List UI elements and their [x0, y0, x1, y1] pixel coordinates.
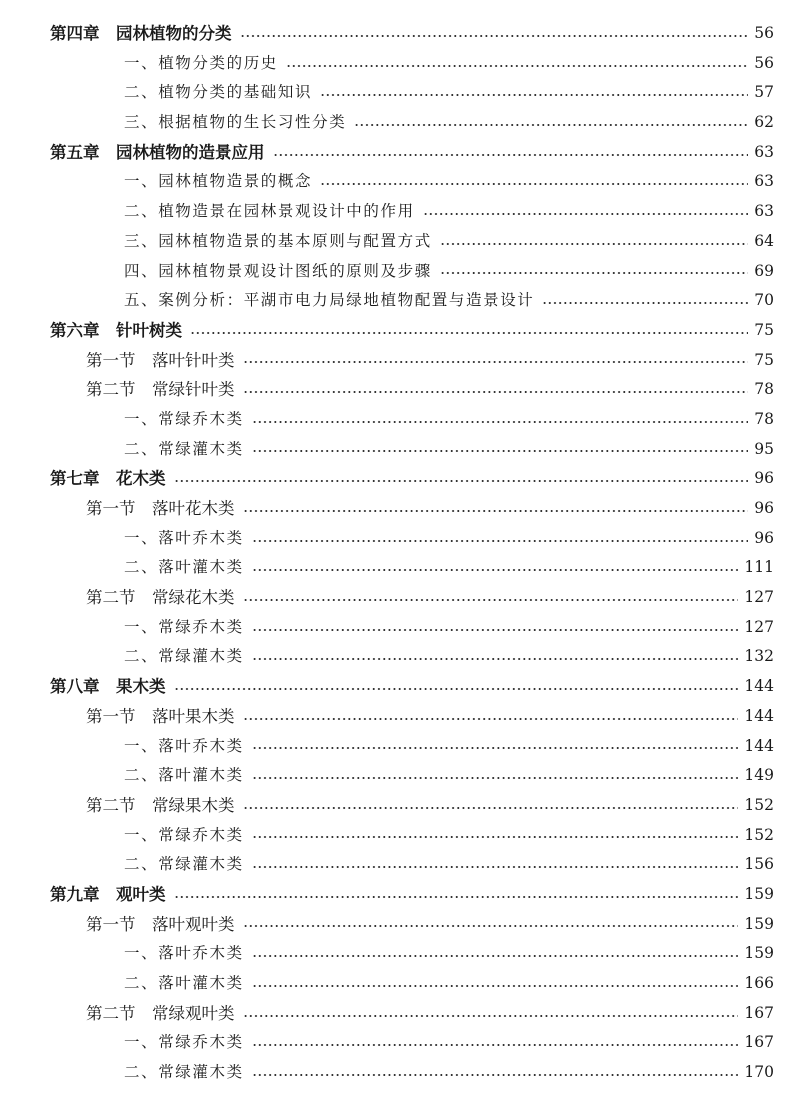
toc-item-row[interactable] [0, 1028, 810, 1058]
toc-entry-title: 第六章 针叶树类 [50, 320, 182, 340]
dot-leader [320, 94, 748, 96]
dot-leader [440, 243, 748, 245]
toc-chapter-row[interactable] [0, 19, 810, 49]
toc-item-row[interactable] [0, 732, 810, 762]
toc-entry-title: 一、植物分类的历史 [124, 53, 278, 72]
dot-leader [440, 272, 748, 274]
dot-leader [252, 1074, 739, 1076]
dot-leader [243, 807, 739, 809]
toc-entry-title: 第二节 常绿花木类 [86, 588, 235, 608]
toc-item-row[interactable] [0, 167, 810, 197]
toc-item-row[interactable] [0, 257, 810, 287]
toc-page-number: 56 [754, 53, 774, 72]
toc-page-number: 167 [744, 1033, 774, 1052]
toc-entry-title: 三、根据植物的生长习性分类 [124, 113, 347, 132]
toc-item-row[interactable] [0, 553, 810, 583]
toc-item-row[interactable] [0, 939, 810, 969]
toc-entry-title: 第七章 花木类 [50, 469, 166, 489]
toc-entry-title: 第二节 常绿针叶类 [86, 380, 235, 400]
toc-page-number: 159 [744, 884, 774, 903]
dot-leader [273, 154, 749, 156]
toc-section-row[interactable] [0, 791, 810, 821]
dot-leader [174, 896, 739, 898]
dot-leader [252, 836, 739, 838]
dot-leader [243, 1015, 739, 1017]
toc-entry-title: 第四章 园林植物的分类 [50, 24, 232, 43]
toc-entry-title: 第八章 果木类 [50, 677, 166, 697]
toc-page-number: 156 [744, 855, 774, 874]
toc-entry-title: 四、园林植物景观设计图纸的原则及步骤 [124, 261, 432, 280]
dot-leader [252, 569, 739, 571]
dot-leader [252, 629, 739, 631]
toc-entry-title: 一、落叶乔木类 [124, 528, 244, 547]
dot-leader [243, 510, 749, 512]
dot-leader [252, 540, 749, 542]
toc-entry-title: 第一节 落叶果木类 [86, 706, 235, 726]
dot-leader [190, 332, 748, 334]
dot-leader [252, 955, 739, 957]
toc-item-row[interactable] [0, 613, 810, 643]
toc-item-row[interactable] [0, 78, 810, 108]
toc-entry-title: 一、常绿乔木类 [124, 825, 244, 844]
toc-item-row[interactable] [0, 821, 810, 851]
dot-leader [354, 124, 748, 126]
dot-leader [252, 658, 739, 660]
toc-entry-title: 一、常绿乔木类 [124, 1033, 244, 1052]
dot-leader [252, 1044, 739, 1046]
toc-item-row[interactable] [0, 761, 810, 791]
toc-page-number: 96 [754, 528, 774, 547]
dot-leader [243, 361, 749, 363]
table-of-contents [0, 19, 810, 1088]
toc-page-number: 159 [744, 914, 774, 933]
toc-entry-title: 一、园林植物造景的概念 [124, 172, 313, 191]
toc-entry-title: 第二节 常绿果木类 [86, 795, 235, 815]
toc-page-number: 144 [744, 706, 774, 725]
dot-leader [243, 599, 739, 601]
dot-leader [252, 450, 749, 452]
toc-page-number: 166 [744, 974, 774, 992]
toc-page-number: 170 [744, 1063, 774, 1082]
toc-entry-title: 二、常绿灌木类 [124, 855, 244, 874]
toc-page-number: 63 [754, 172, 774, 191]
toc-page-number: 56 [754, 24, 774, 42]
toc-entry-title: 第一节 落叶花木类 [86, 499, 235, 518]
dot-leader [243, 391, 749, 393]
toc-page-number: 70 [754, 291, 774, 310]
dot-leader [286, 65, 748, 67]
toc-entry-title: 第二节 常绿观叶类 [86, 1003, 235, 1023]
dot-leader [243, 718, 739, 720]
toc-page-number: 69 [754, 261, 774, 280]
toc-entry-title: 二、常绿灌木类 [124, 647, 244, 666]
dot-leader [243, 925, 739, 927]
toc-item-row[interactable] [0, 405, 810, 435]
toc-chapter-row[interactable] [0, 464, 810, 494]
toc-entry-title: 第一节 落叶针叶类 [86, 350, 235, 370]
toc-section-row[interactable] [0, 583, 810, 613]
dot-leader [542, 302, 748, 304]
toc-item-row[interactable] [0, 435, 810, 465]
toc-item-row[interactable] [0, 49, 810, 79]
toc-entry-title: 一、落叶乔木类 [124, 736, 244, 755]
toc-page-number: 96 [754, 469, 774, 488]
dot-leader [423, 213, 749, 215]
toc-chapter-row[interactable] [0, 138, 810, 168]
dot-leader [320, 183, 748, 185]
toc-entry-title: 二、落叶灌木类 [124, 558, 244, 577]
toc-page-number: 78 [754, 380, 774, 399]
toc-entry-title: 五、案例分析：平湖市电力局绿地植物配置与造景设计 [124, 291, 535, 310]
toc-page-number: 63 [754, 202, 774, 221]
toc-page-number: 167 [744, 1003, 774, 1022]
toc-page-number: 144 [744, 677, 774, 696]
toc-page-number: 75 [754, 320, 774, 339]
toc-page-number: 152 [744, 795, 774, 814]
toc-entry-title: 二、植物造景在园林景观设计中的作用 [124, 202, 415, 221]
toc-item-row[interactable] [0, 642, 810, 672]
toc-item-row[interactable] [0, 524, 810, 554]
toc-page-number: 132 [744, 647, 774, 666]
toc-item-row[interactable] [0, 1058, 810, 1088]
toc-item-row[interactable] [0, 850, 810, 880]
dot-leader [252, 777, 739, 779]
toc-page-number: 111 [744, 558, 774, 577]
toc-page-number: 149 [744, 766, 774, 785]
toc-entry-title: 三、园林植物造景的基本原则与配置方式 [124, 231, 432, 250]
toc-entry-title: 第一节 落叶观叶类 [86, 914, 235, 934]
toc-entry-title: 一、常绿乔木类 [124, 617, 244, 636]
toc-item-row[interactable] [0, 108, 810, 138]
toc-page-number: 159 [744, 944, 774, 963]
toc-chapter-row[interactable] [0, 316, 810, 346]
toc-page-number: 127 [744, 588, 774, 607]
dot-leader [174, 480, 749, 482]
toc-page-number: 63 [754, 142, 774, 161]
toc-page-number: 75 [754, 350, 774, 369]
toc-page-number: 57 [754, 83, 774, 102]
toc-section-row[interactable] [0, 494, 810, 524]
toc-entry-title: 第五章 园林植物的造景应用 [50, 142, 265, 162]
toc-page-number: 127 [744, 617, 774, 636]
toc-page-number: 64 [754, 231, 774, 250]
toc-page-number: 62 [754, 113, 774, 132]
toc-section-row[interactable] [0, 702, 810, 732]
toc-chapter-row[interactable] [0, 880, 810, 910]
toc-section-row[interactable] [0, 375, 810, 405]
toc-page-number: 144 [744, 736, 774, 755]
dot-leader [252, 421, 749, 423]
toc-page-number: 95 [754, 439, 774, 458]
toc-entry-title: 二、落叶灌木类 [124, 766, 244, 785]
toc-page-number: 152 [744, 825, 774, 844]
toc-page-number: 78 [754, 409, 774, 428]
toc-entry-title: 一、落叶乔木类 [124, 944, 244, 963]
toc-item-row[interactable] [0, 286, 810, 316]
toc-section-row[interactable] [0, 346, 810, 376]
toc-entry-title: 二、常绿灌木类 [124, 1063, 244, 1082]
toc-entry-title: 二、植物分类的基础知识 [124, 83, 313, 102]
toc-page-number: 96 [754, 499, 774, 517]
dot-leader [252, 866, 739, 868]
toc-item-row[interactable] [0, 227, 810, 257]
toc-item-row[interactable] [0, 197, 810, 227]
toc-entry-title: 二、落叶灌木类 [124, 974, 244, 992]
dot-leader [252, 985, 739, 987]
dot-leader [252, 747, 739, 749]
toc-chapter-row[interactable] [0, 672, 810, 702]
toc-entry-title: 第九章 观叶类 [50, 884, 166, 904]
toc-entry-title: 一、常绿乔木类 [124, 409, 244, 428]
toc-item-row[interactable] [0, 969, 810, 999]
dot-leader [240, 35, 749, 37]
dot-leader [174, 688, 739, 690]
toc-entry-title: 二、常绿灌木类 [124, 439, 244, 458]
toc-section-row[interactable] [0, 910, 810, 940]
toc-section-row[interactable] [0, 999, 810, 1029]
